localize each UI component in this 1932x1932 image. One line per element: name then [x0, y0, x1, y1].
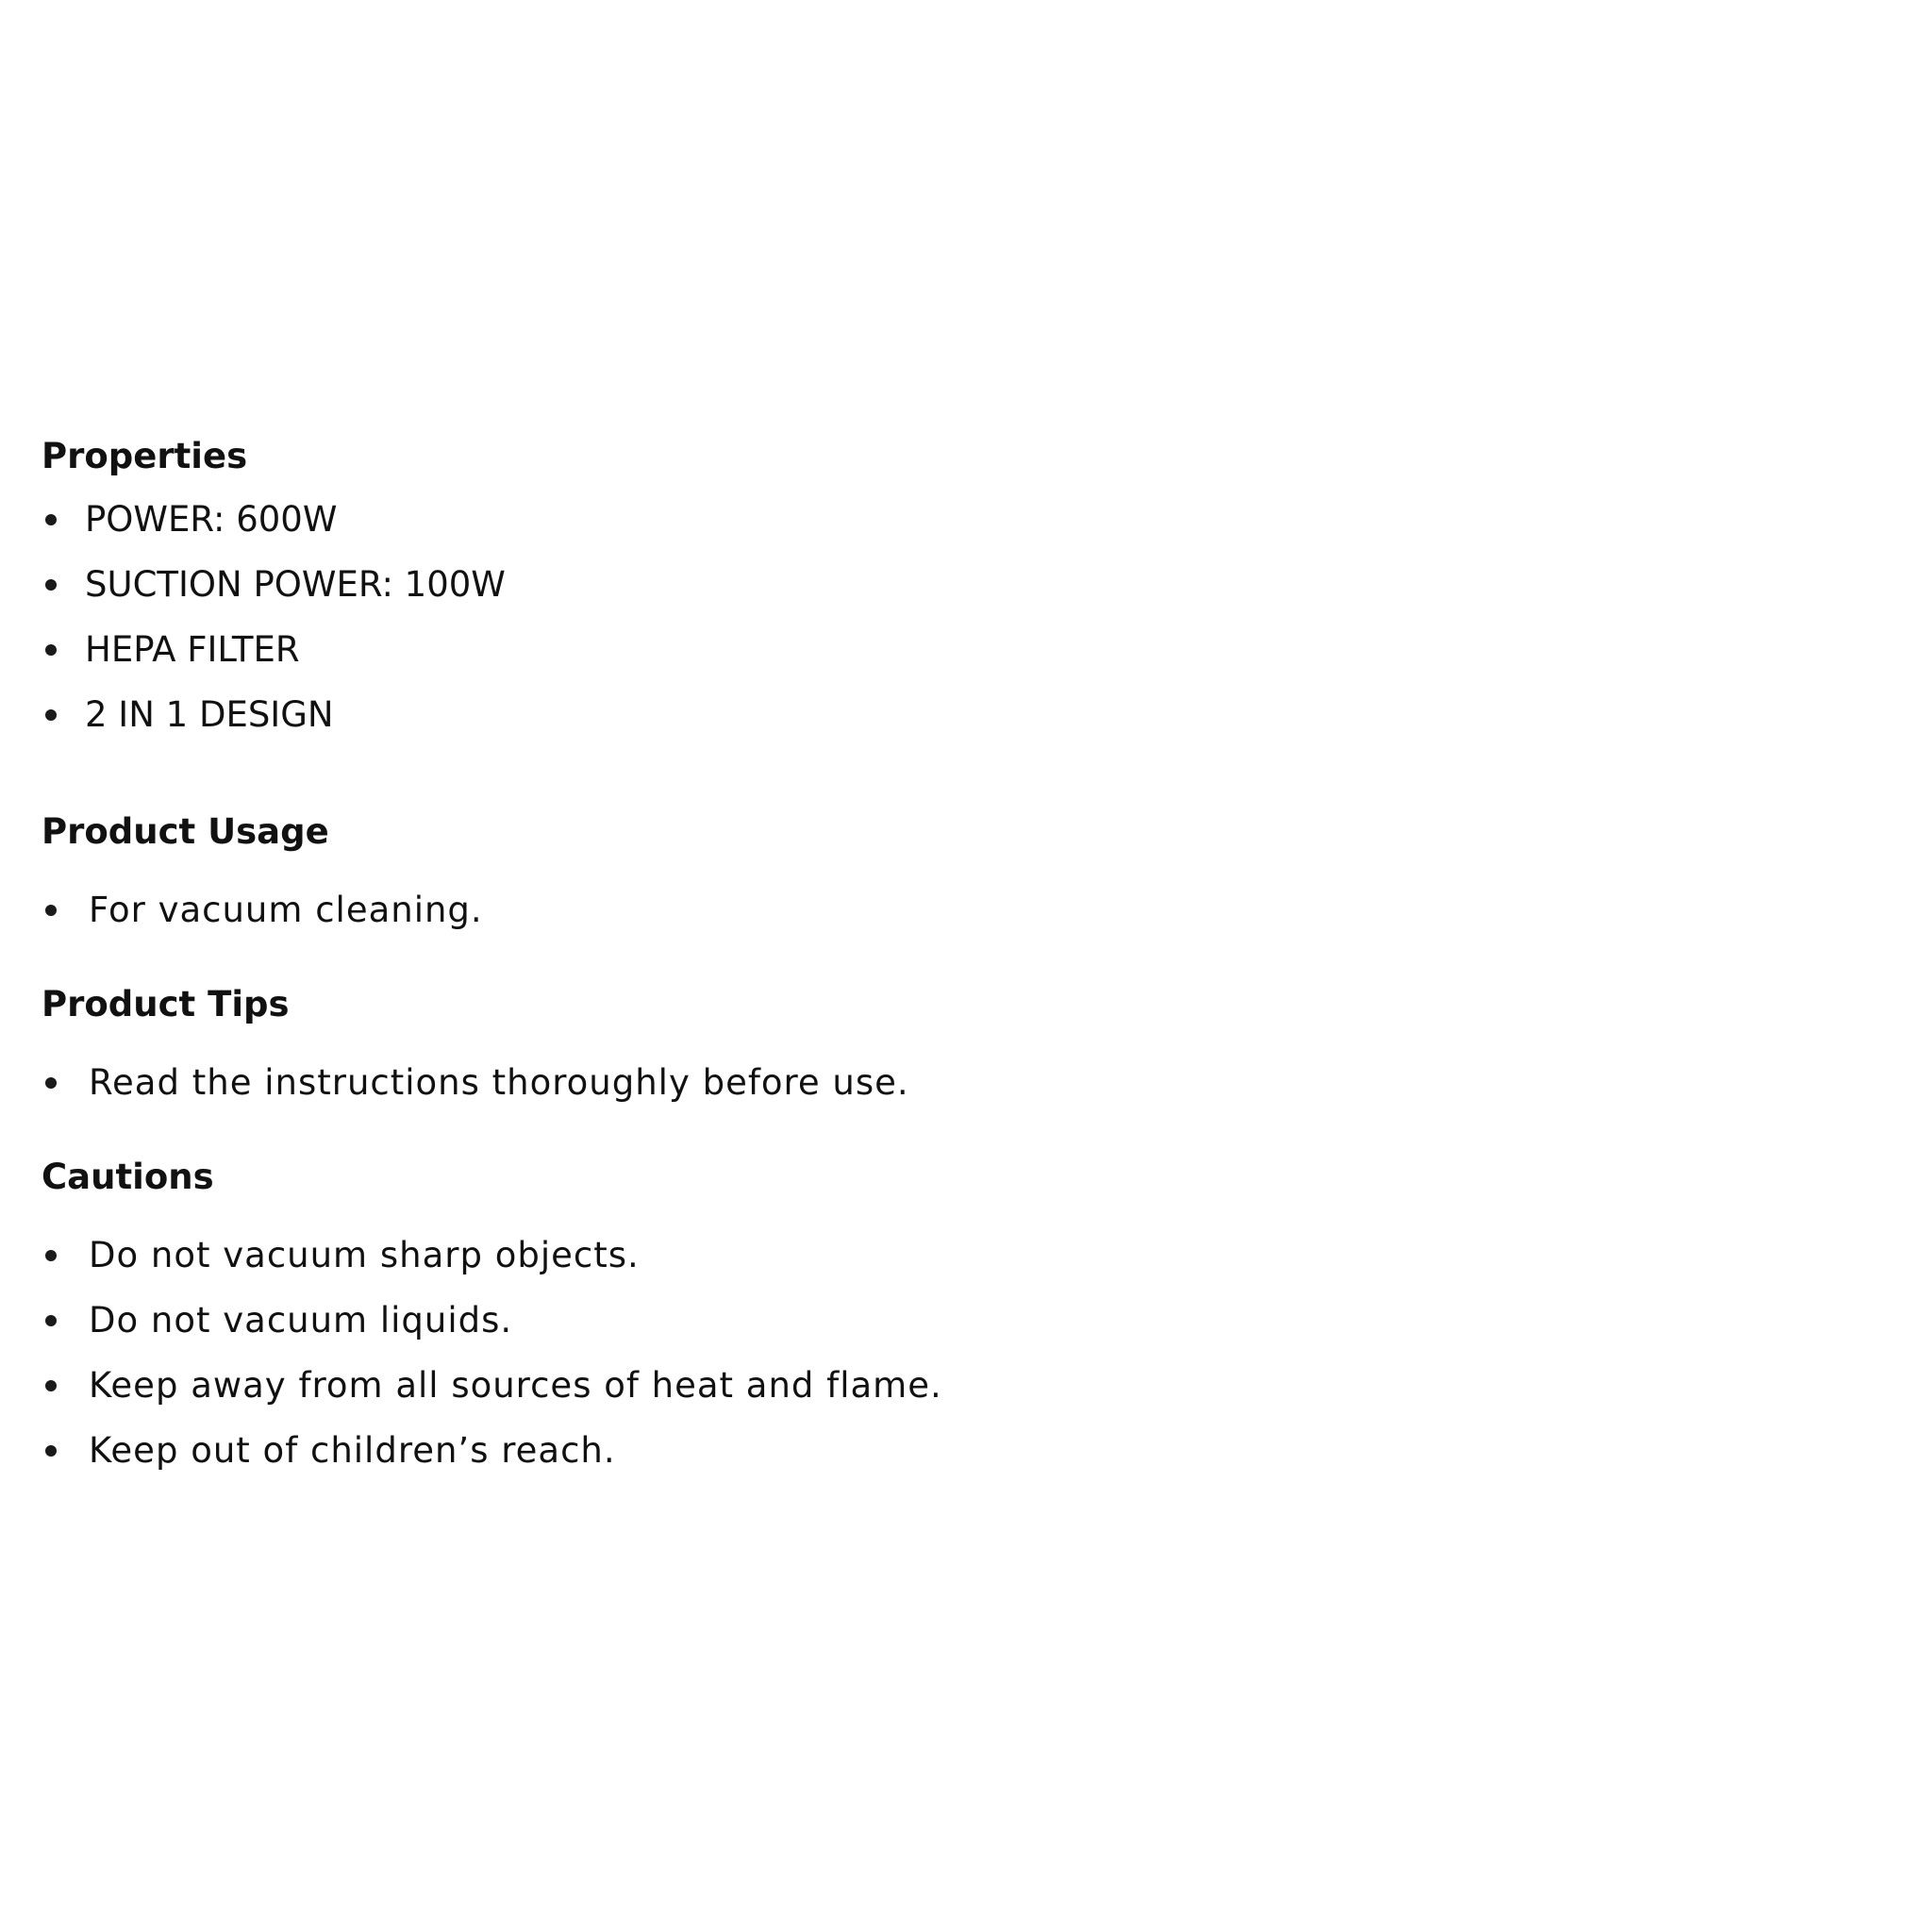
list-item-text: Do not vacuum liquids.	[89, 1299, 513, 1341]
list-item	[42, 552, 1834, 617]
product-tips-section	[42, 980, 1834, 1115]
list-item	[42, 682, 1834, 747]
list-item	[42, 617, 1834, 682]
bullet-icon	[45, 579, 57, 591]
list-item-text: For vacuum cleaning.	[89, 889, 483, 930]
list-item-text: SUCTION POWER: 100W	[85, 563, 506, 605]
properties-title: Properties	[42, 436, 248, 476]
product-usage-section	[42, 808, 1834, 942]
list-item	[42, 487, 1834, 552]
list-item	[42, 1288, 1834, 1353]
product-tips-title: Product Tips	[42, 984, 290, 1024]
list-item-text: POWER: 600W	[85, 498, 338, 540]
product-tips-list	[42, 1050, 1834, 1115]
bullet-icon	[45, 644, 57, 656]
list-item-text: Read the instructions thoroughly before use.	[89, 1061, 909, 1103]
cautions-section	[42, 1153, 1834, 1483]
list-item-text: Keep away from all sources of heat and flame.	[89, 1364, 942, 1406]
bullet-icon	[45, 1250, 57, 1261]
bullet-icon	[45, 1380, 57, 1391]
list-item-text: Keep out of children’s reach.	[89, 1429, 616, 1471]
list-item	[42, 877, 1834, 942]
list-item-text: Do not vacuum sharp objects.	[89, 1234, 640, 1275]
product-usage-title: Product Usage	[42, 811, 329, 852]
bullet-icon	[45, 709, 57, 721]
list-item-text: HEPA FILTER	[85, 628, 300, 670]
bullet-icon	[45, 1315, 57, 1326]
bullet-icon	[45, 1077, 57, 1089]
properties-list	[42, 487, 1834, 747]
list-item	[42, 1223, 1834, 1288]
bullet-icon	[45, 1445, 57, 1457]
properties-section	[42, 432, 1834, 747]
bullet-icon	[45, 514, 57, 525]
cautions-title: Cautions	[42, 1157, 214, 1197]
product-usage-list	[42, 877, 1834, 942]
list-item	[42, 1050, 1834, 1115]
list-item	[42, 1418, 1834, 1483]
cautions-list	[42, 1223, 1834, 1483]
product-info	[42, 432, 1834, 1483]
list-item	[42, 1353, 1834, 1418]
list-item-text: 2 IN 1 DESIGN	[85, 693, 334, 735]
bullet-icon	[45, 905, 57, 916]
